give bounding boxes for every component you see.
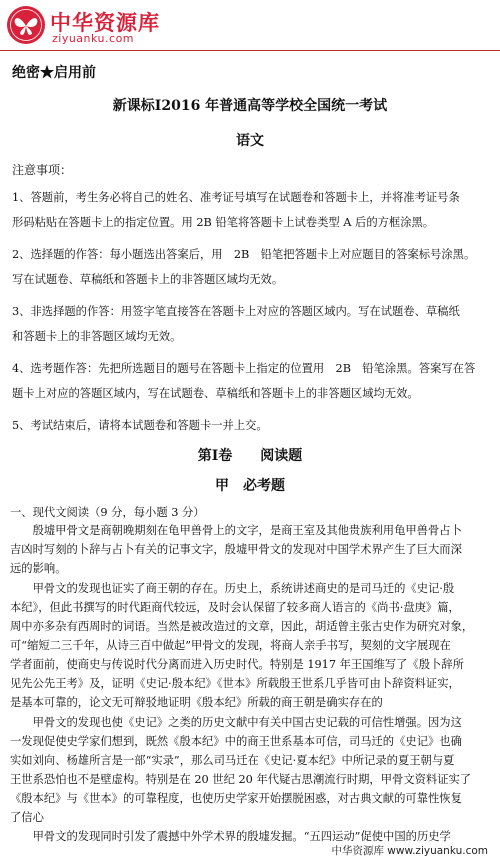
passage-line: 甲骨文的发现同时引发了震撼中外学术界的殷墟发掘。“五四运动”促使中国的历史学 (10, 830, 451, 843)
header-divider (0, 50, 500, 51)
footer-credit: 中华资源库 www.ziyuanku.com (331, 845, 488, 857)
section-heading: 第Ⅰ卷 阅读题 (197, 448, 303, 464)
passage-line: 远的影响。 (10, 562, 67, 575)
passage-line: 可“缩短二三千年，从诗三百中做起”甲骨文的发现，将商人亲手书写，契刻的文字展现在 (10, 639, 451, 652)
passage-line: 吉凶时写刻的卜辞与占卜有关的记事文字，殷墟甲骨文的发现对中国学术界产生了巨大而深 (10, 543, 462, 556)
part-heading: 甲 必考题 (215, 478, 285, 494)
confidential-mark: 绝密★启用前 (12, 65, 96, 81)
notice-line: 5、考试结束后，请将本试题卷和答题卡一并上交。 (12, 419, 268, 432)
notice-line: 形码粘贴在答题卡上的指定位置。用 2B 铅笔将答题卡上试卷类型 A 后的方框涂黑。 (12, 216, 435, 229)
passage-line: 甲骨文的发现也证实了商王朝的存在。历史上，系统讲述商史的是司马迁的《史记·殷 (10, 582, 455, 595)
passage-line: 见先公先王考》及，证明《史记·殷本纪》《世本》所载殷王世系几乎皆可由卜辞资料证实， (10, 677, 460, 690)
butterfly-logo-icon (6, 5, 46, 45)
passage-line: 殷墟甲骨文是商朝晚期刻在龟甲兽骨上的文字，是商王室及其他贵族利用龟甲兽骨占卜 (10, 524, 462, 537)
passage-line: 甲骨文的发现也使《史记》之类的历史文献中有关中国古史记载的可信性增强。因为这 (10, 716, 462, 729)
passage-line: 一发现促使史学家们想到，既然《殷本纪》中的商王世系基本可信，司马迁的《史记》也确 (10, 735, 462, 748)
subject-title: 语文 (236, 133, 264, 149)
passage-line: 周中亦多杂有西周时的词语。当然是被改造过的文章，因此，胡适曾主张古史作为研究对象， (10, 620, 474, 633)
passage-line: 王世系恐怕也不是壁虚构。特别是在 20 世纪 20 年代疑古思潮流行时期，甲骨文资料证实了 (10, 773, 472, 786)
notice-line: 写在试题卷、草稿纸和答题卡上的非答题区域均无效。 (12, 273, 284, 286)
notice-line: 4、选考题作答：先把所选题目的题号在答题卡上指定的位置用 2B 铅笔涂黑。答案写在答 (12, 362, 476, 375)
site-logo[interactable] (6, 5, 236, 45)
passage-line: 《殷本纪》与《世本》的可靠程度，也使历史学家开始摆脱困惑，对古典文献的可靠性恢复 (10, 792, 462, 805)
notice-line: 2、选择题的作答：每小题选出答案后，用 2B 铅笔把答题卡上对应题目的答案标号涂黑。 (12, 248, 476, 261)
passage-line: 实如刘向、杨雄所言是一部“实录”，那么司马迁在《史记·夏本纪》中所记录的夏王朝与夏 (10, 754, 455, 767)
passage-line: 学者面前，使商史与传说时代分离而进入历史时代。特别是 1917 年王国维写了《殷卜辞所 (10, 658, 464, 671)
notice-line: 和答题卡上的非答题区域均无效。 (12, 330, 182, 343)
notice-heading: 注意事项： (12, 163, 73, 177)
passage-line: 了信心 (10, 811, 44, 824)
exam-title: 新课标Ⅰ2016 年普通高等学校全国统一考试 (112, 98, 388, 114)
notice-line: 题卡上对应的答题区域内，写在试题卷、草稿纸和答题卡上的非答题区域均无效。 (12, 387, 419, 400)
notice-line: 3、非选择题的作答：用签字笔直接答在答题卡上对应的答题区域内。写在试题卷、草稿纸 (12, 305, 460, 318)
notice-line: 1、答题前，考生务必将自己的姓名、准考证号填写在试题卷和答题卡上，并将准考证号条 (12, 191, 460, 204)
passage-line: 本纪》，但此书撰写的时代距商代较远，及时会认保留了较多商人语言的《尚书·盘庚》篇， (10, 601, 460, 614)
logo-domain: ziyuanku.com (52, 32, 135, 45)
passage-line: 是基本可靠的，论文无可辩驳地证明《殷本纪》所载的商王朝是确实存在的 (10, 696, 383, 709)
logo-chinese-name: 中华资源库 (50, 11, 160, 35)
question-heading: 一、现代文阅读（9 分，每小题 3 分） (10, 506, 205, 519)
